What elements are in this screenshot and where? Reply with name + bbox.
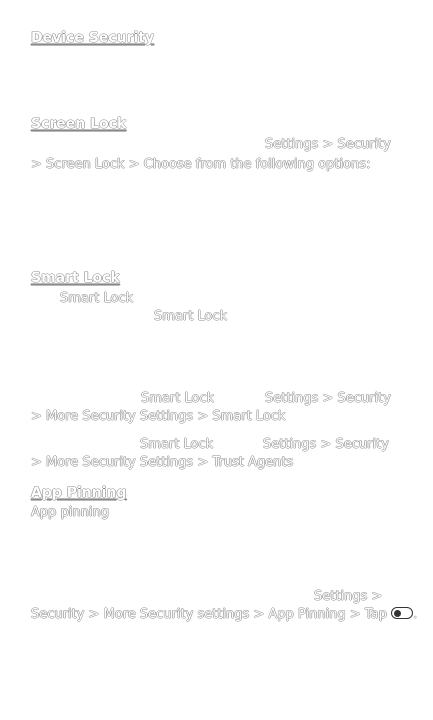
heading-device-security: Device Security <box>31 30 155 46</box>
smart-lock-path1-line2: > More Security Settings > Smart Lock <box>31 409 286 424</box>
heading-screen-lock: Screen Lock <box>31 116 127 132</box>
heading-smart-lock: Smart Lock <box>31 270 120 286</box>
smart-lock-term: Smart Lock <box>154 309 228 324</box>
smart-lock-path2-line1: Settings > Security <box>263 437 389 452</box>
app-pinning-path-end: . <box>413 607 418 622</box>
app-pinning-term: App pinning <box>31 505 109 520</box>
app-pinning-path-line2 <box>31 606 417 624</box>
smart-lock-term: Smart Lock <box>140 437 214 452</box>
toggle-switch-icon <box>391 607 413 619</box>
smart-lock-term: Smart Lock <box>141 391 215 406</box>
app-pinning-path-line1: Settings > <box>314 589 383 604</box>
smart-lock-path1-line1: Settings > Security <box>265 391 391 406</box>
screen-lock-path-line2: > Screen Lock > Choose from the following options: <box>31 157 371 172</box>
heading-app-pinning: App Pinning <box>31 485 127 501</box>
smart-lock-path2-line2: > More Security Settings > Trust Agents <box>31 455 294 470</box>
app-pinning-path-text: Security > More Security settings > App Pinning > Tap <box>31 607 387 622</box>
screen-lock-path-line1: Settings > Security <box>265 137 391 152</box>
smart-lock-term: Smart Lock <box>60 291 134 306</box>
